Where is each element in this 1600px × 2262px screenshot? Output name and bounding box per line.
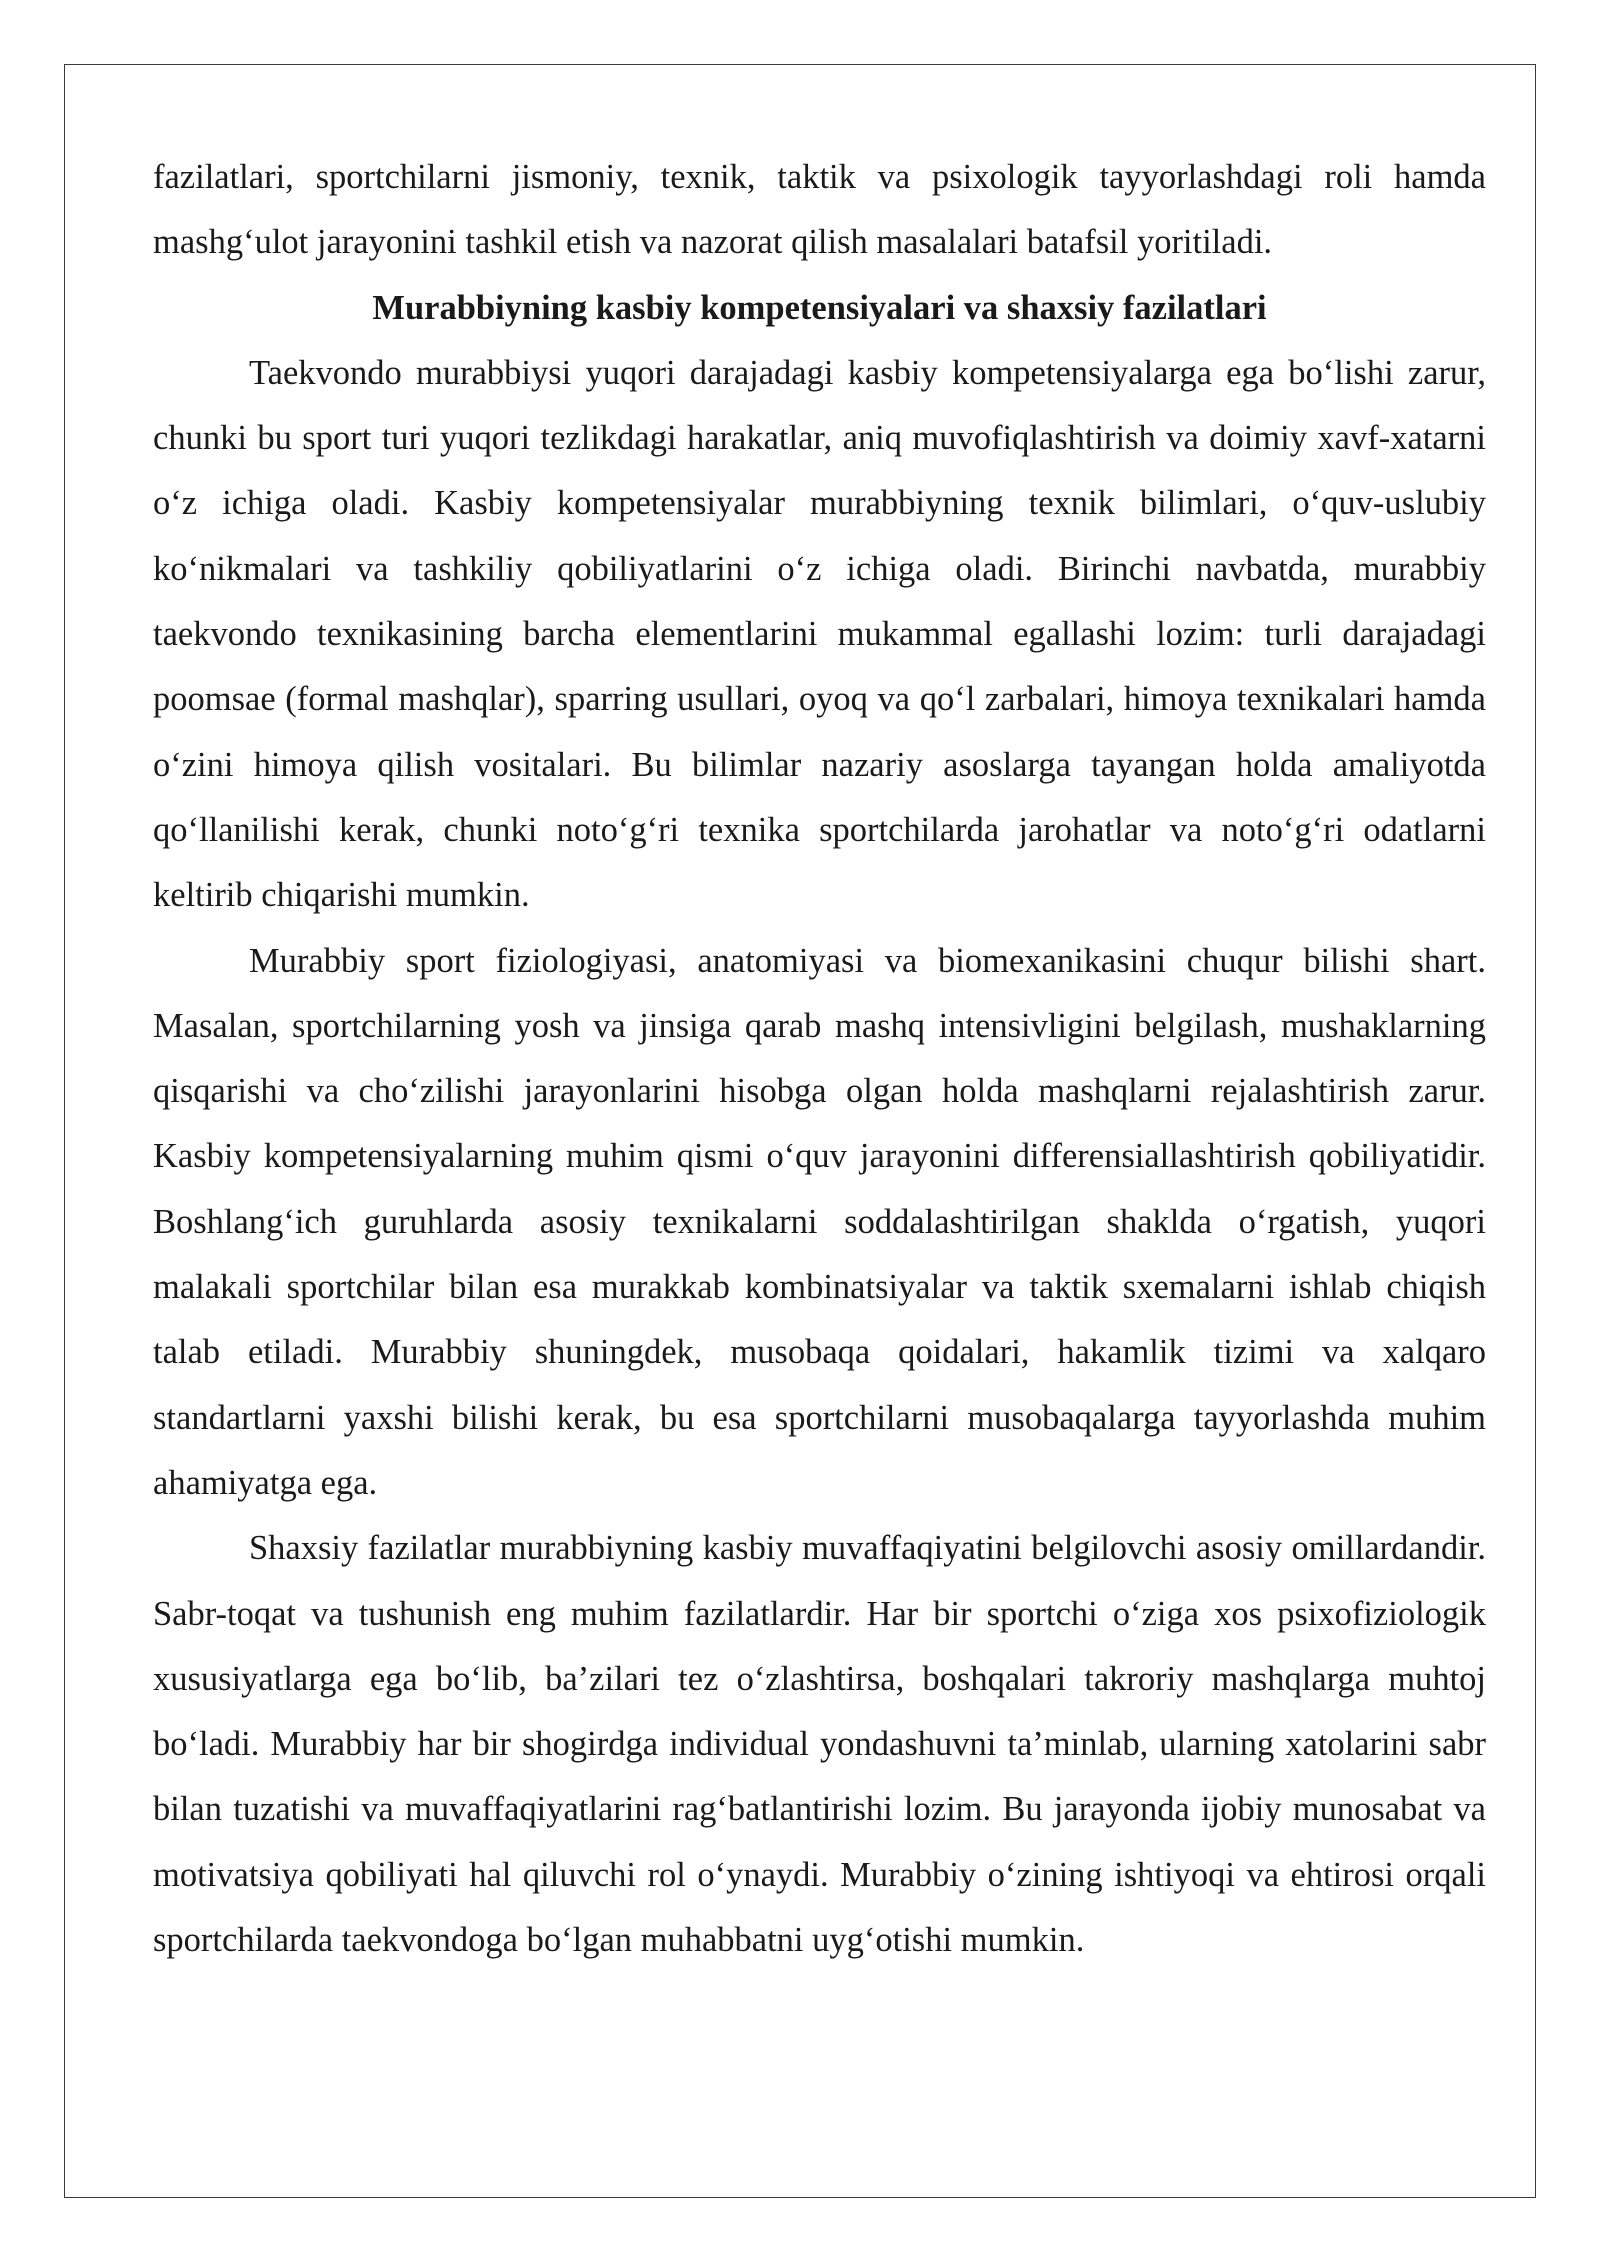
paragraph-2: Murabbiy sport fiziologiyasi, anatomiyasi va biomexanikasini chuqur bilishi shart. Masalan, sportchilarning yosh va jinsiga qarab mashq intensivligini belgilash, mushaklarning qisqarishi va cho‘zilishi jarayonlarini hisobga olgan holda mashqlarni rejalashtirish zarur. Kasbiy kompetensiyalarning muhim qismi o‘quv jarayonini differensiallashtirish qobiliyatidir. Boshlang‘ich guruhlarda asosiy texnikalarni soddalashtirilgan shaklda o‘rgatish, yuqori malakali sportchilar bilan esa murakkab kombinatsiyalar va taktik sxemalarni ishlab chiqish talab etiladi. Murabbiy shuningdek, musobaqa qoidalari, hakamlik tizimi va xalqaro standartlarni yaxshi bilishi kerak, bu esa sportchilarni musobaqalarga tayyorlashda muhim ahamiyatga ega. [153, 941, 1486, 1502]
intro-paragraph: fazilatlari, sportchilarni jismoniy, texnik, taktik va psixologik tayyorlashdagi roli hamda mashg‘ulot jarayonini tashkil etish va nazorat qilish masalalari batafsil yoritiladi. [153, 158, 1486, 262]
paragraph-1: Taekvondo murabbiysi yuqori darajadagi kasbiy kompetensiyalarga ega bo‘lishi zarur, chunki bu sport turi yuqori tezlikdagi harakatlar, aniq muvofiqlashtirish va doimiy xavf-xatarni o‘z ichiga oladi. Kasbiy kompetensiyalar murabbiyning texnik bilimlari, o‘quv-uslubiy ko‘nikmalari va tashkiliy qobiliyatlarini o‘z ichiga oladi. Birinchi navbatda, murabbiy taekvondo texnikasining barcha elementlarini mukammal egallashi lozim: turli darajadagi poomsae (formal mashqlar), sparring usullari, oyoq va qo‘l zarbalari, himoya texnikalari hamda o‘zini himoya qilish vositalari. Bu bilimlar nazariy asoslarga tayangan holda amaliyotda qo‘llanilishi kerak, chunki noto‘g‘ri texnika sportchilarda jarohatlar va noto‘g‘ri odatlarni keltirib chiqarishi mumkin. [153, 353, 1486, 915]
paragraph-3: Shaxsiy fazilatlar murabbiyning kasbiy muvaffaqiyatini belgilovchi asosiy omillardandir. Sabr-toqat va tushunish eng muhim fazilatlardir. Har bir sportchi o‘ziga xos psixofiziologik xususiyatlarga ega bo‘lib, ba’zilari tez o‘zlashtirsa, boshqalari takroriy mashqlarga muhtoj bo‘ladi. Murabbiy har bir shogirdga individual yondashuvni ta’minlab, ularning xatolarini sabr bilan tuzatishi va muvaffaqiyatlarini rag‘batlantirishi lozim. Bu jarayonda ijobiy munosabat va motivatsiya qobiliyati hal qiluvchi rol o‘ynaydi. Murabbiy o‘zining ishtiyoqi va ehtirosi orqali sportchilarda taekvondoga bo‘lgan muhabbatni uyg‘otishi mumkin. [153, 1529, 1486, 1960]
document-body [153, 145, 1486, 1973]
section-heading: Murabbiyning kasbiy kompetensiyalari va shaxsiy fazilatlari [372, 288, 1267, 327]
